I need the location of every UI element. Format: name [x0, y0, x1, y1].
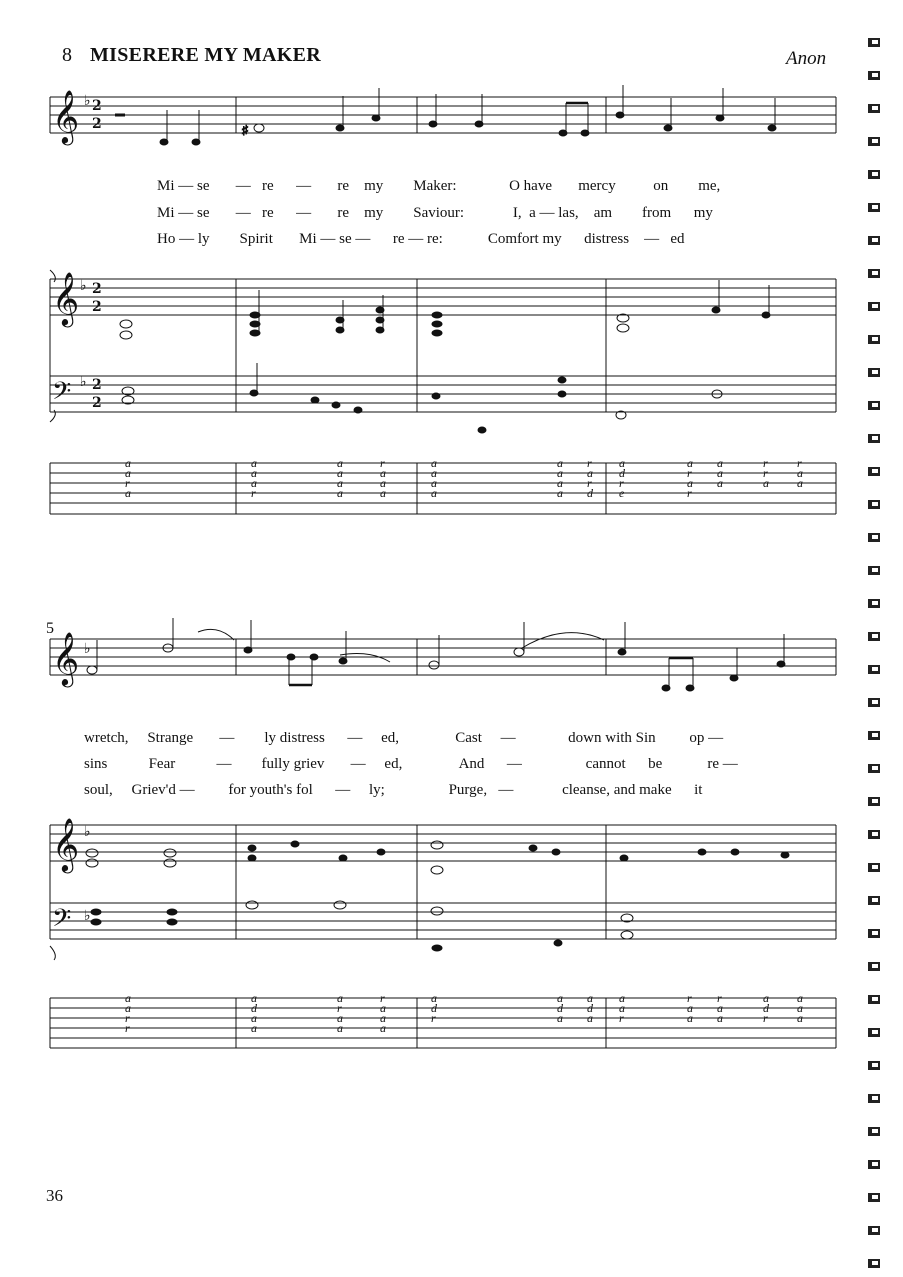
binding-hole [872, 205, 878, 209]
flat-icon: ♭ [84, 908, 91, 924]
song-number: 8 [62, 44, 72, 66]
piano-bass-staff-1 [50, 270, 836, 422]
tab-letter: a [557, 1011, 563, 1025]
binding-hole [872, 667, 878, 671]
tab-letter: a [337, 991, 343, 1005]
tab-letter: a [717, 1011, 723, 1025]
binding-hole [872, 1096, 878, 1100]
binding-hole [872, 766, 878, 770]
binding-hole [872, 733, 878, 737]
tab-letter: a [431, 466, 437, 480]
binding-hole [872, 832, 878, 836]
binding-hole [872, 601, 878, 605]
tab-letter: e [619, 486, 625, 500]
lyric-line: Mi — se — re — re my Saviour: I, a — las, am from my [157, 205, 713, 221]
tab-letter: a [587, 1011, 593, 1025]
tab-letter: a [380, 1021, 386, 1035]
binding-hole [872, 700, 878, 704]
tab-letter: a [337, 476, 343, 490]
binding-hole [872, 535, 878, 539]
tab-letter: r [587, 456, 592, 470]
tab-letter: d [431, 1001, 437, 1015]
tab-letter: d [587, 1001, 593, 1015]
lyric-line: Mi — se — re — re my Maker: O have mercy on me, [157, 178, 721, 194]
tab-letter: a [619, 456, 625, 470]
binding-hole [872, 997, 878, 1001]
treble-clef-icon: 𝄞 [52, 89, 80, 143]
tab-letter: a [717, 456, 723, 470]
piano-treble-staff-2 [50, 825, 836, 861]
tab-letter: r [763, 1011, 768, 1025]
page-number: 36 [46, 1186, 63, 1205]
tab-letter: a [380, 1011, 386, 1025]
tab-letter: r [763, 466, 768, 480]
tab-letter: a [380, 486, 386, 500]
svg-text:2: 2 [92, 299, 102, 315]
song-title: MISERERE MY MAKER [90, 44, 322, 66]
tab-letter: a [125, 466, 131, 480]
svg-text:♯: ♯ [242, 123, 248, 137]
binding-hole [872, 1063, 878, 1067]
tab-letter: a [619, 1001, 625, 1015]
tab-letter: a [380, 1001, 386, 1015]
tab-letter: a [797, 476, 803, 490]
binding-hole [872, 1162, 878, 1166]
tab-letter: a [687, 1011, 693, 1025]
tab-letter: d [251, 1001, 257, 1015]
binding-hole [872, 1261, 878, 1265]
tab-letter: a [717, 466, 723, 480]
tab-letter: a [557, 456, 563, 470]
binding-hole [872, 40, 878, 44]
tab-letter: a [587, 991, 593, 1005]
binding-hole [872, 898, 878, 902]
tab-letter: a [587, 466, 593, 480]
tab-letter: a [797, 466, 803, 480]
tab-letter: a [557, 476, 563, 490]
tab-letter: a [337, 1011, 343, 1025]
tab-letter: r [619, 1011, 624, 1025]
tab-letter: a [125, 991, 131, 1005]
binding-hole [872, 964, 878, 968]
treble-clef-icon: 𝄞 [52, 817, 80, 871]
binding-hole [872, 1030, 878, 1034]
tab-letter: r [587, 476, 592, 490]
tab-letter: a [431, 486, 437, 500]
binding-hole [872, 568, 878, 572]
tab-letter: d [557, 1001, 563, 1015]
lyric-line: sins Fear — fully griev — ed, And — cannot be re — [84, 756, 738, 772]
tab-letter: a [619, 991, 625, 1005]
tab-letter: r [380, 991, 385, 1005]
binding-hole [872, 271, 878, 275]
tab-letter: a [797, 1001, 803, 1015]
tab-letter: a [797, 1011, 803, 1025]
tab-letter: r [431, 1011, 436, 1025]
piano-notes [86, 280, 789, 951]
tab-letter: a [251, 466, 257, 480]
voice-notes-2 [87, 618, 785, 691]
tab-letter: r [380, 456, 385, 470]
tab-letter: a [557, 991, 563, 1005]
tab-letter: a [431, 991, 437, 1005]
binding-hole [872, 865, 878, 869]
tab-letter: a [557, 466, 563, 480]
tab-letter: a [687, 456, 693, 470]
tab-letter: r [687, 486, 692, 500]
flat-icon: ♭ [84, 93, 91, 109]
tab-letter: r [763, 456, 768, 470]
tab-letter: a [251, 1011, 257, 1025]
binding-hole [872, 304, 878, 308]
tab-letter: r [619, 476, 624, 490]
spiral-binding [862, 0, 892, 1277]
svg-text:2: 2 [92, 98, 102, 114]
tab-letter: r [337, 1001, 342, 1015]
tab-letter: r [251, 486, 256, 500]
tab-letter: r [797, 456, 802, 470]
flat-icon: ♭ [84, 641, 91, 657]
tab-letter: r [125, 1011, 130, 1025]
tab-letter: a [763, 991, 769, 1005]
tab-letter: a [557, 486, 563, 500]
tab-letter: d [763, 1001, 769, 1015]
flat-icon: ♭ [80, 278, 87, 294]
tab-letter: a [337, 486, 343, 500]
svg-text:2: 2 [92, 281, 102, 297]
binding-hole [872, 139, 878, 143]
binding-hole [872, 337, 878, 341]
tab-letter: a [251, 991, 257, 1005]
treble-clef-icon: 𝄞 [52, 271, 80, 325]
bass-clef-icon: 𝄢 [52, 904, 72, 939]
binding-hole [872, 106, 878, 110]
tab-letter: a [687, 1001, 693, 1015]
binding-hole [872, 403, 878, 407]
tab-letter: a [380, 466, 386, 480]
svg-text:2: 2 [92, 395, 102, 411]
tab-letter: a [431, 476, 437, 490]
tab-letter: a [337, 456, 343, 470]
tab-letter: a [125, 1001, 131, 1015]
binding-hole [872, 73, 878, 77]
binding-hole [872, 436, 878, 440]
treble-clef-icon: 𝄞 [52, 631, 80, 685]
tab-letter: a [717, 476, 723, 490]
binding-hole [872, 634, 878, 638]
binding-hole [872, 1228, 878, 1232]
lyric-line: Ho — ly Spirit Mi — se — re — re: Comfort my distress — ed [157, 231, 685, 247]
binding-hole [872, 238, 878, 242]
tab-letter: r [125, 1021, 130, 1035]
tab-letter: r [717, 991, 722, 1005]
binding-hole [872, 370, 878, 374]
composer: Anon [786, 48, 827, 69]
lyric-line: soul, Griev'd — for youth's fol — ly; Purge, — cleanse, and make it [84, 782, 703, 798]
binding-hole [872, 1195, 878, 1199]
binding-hole [872, 502, 878, 506]
tab-letter: a [431, 456, 437, 470]
svg-text:2: 2 [92, 116, 102, 132]
tab-letter: r [687, 466, 692, 480]
tab-letter: a [125, 456, 131, 470]
tab-letter: a [125, 486, 131, 500]
binding-hole [872, 931, 878, 935]
tab-letter: a [337, 466, 343, 480]
flat-icon: ♭ [84, 824, 91, 840]
binding-hole [872, 1129, 878, 1133]
tab-letter: a [337, 1021, 343, 1035]
tab-letter: d [587, 486, 593, 500]
flat-icon: ♭ [80, 374, 87, 390]
measure-number: 5 [46, 620, 54, 637]
svg-text:2: 2 [92, 377, 102, 393]
tab-letter: a [797, 991, 803, 1005]
tab-letter: a [380, 476, 386, 490]
tab-letter: d [619, 466, 625, 480]
tab-letter: r [687, 991, 692, 1005]
tab-letter: a [763, 476, 769, 490]
binding-hole [872, 172, 878, 176]
binding-hole [872, 799, 878, 803]
lyric-line: wretch, Strange — ly distress — ed, Cast — down with Sin op — [84, 730, 724, 746]
bass-clef-icon: 𝄢 [52, 377, 72, 412]
tab-letter: a [251, 456, 257, 470]
tab-letter: a [251, 1021, 257, 1035]
binding-hole [872, 469, 878, 473]
tab-letter: a [251, 476, 257, 490]
tab-letter: r [125, 476, 130, 490]
tab-letter: a [687, 476, 693, 490]
tab-letter: a [717, 1001, 723, 1015]
